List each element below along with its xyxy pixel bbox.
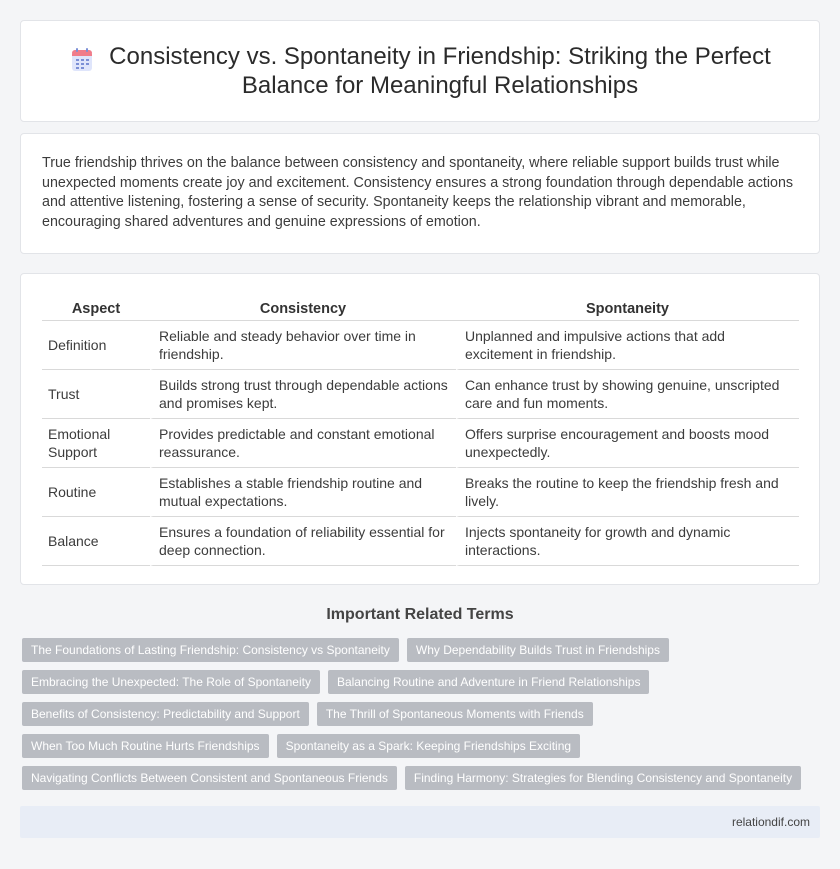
cell-aspect: Definition — [42, 321, 150, 370]
table-row — [42, 370, 799, 419]
table-row — [42, 517, 799, 566]
tag-row — [22, 670, 822, 694]
cell-spontaneity: Can enhance trust by showing genuine, unscripted care and fun moments. — [456, 370, 799, 419]
tag-row — [22, 702, 822, 726]
cell-consistency: Builds strong trust through dependable actions and promises kept. — [150, 370, 456, 419]
cell-consistency: Reliable and steady behavior over time in friendship. — [150, 321, 456, 370]
related-term-tag[interactable]: When Too Much Routine Hurts Friendships — [22, 734, 269, 758]
page-title: Consistency vs. Spontaneity in Friendship: Striking the Perfect Balance for Meaningful Relationships — [109, 43, 771, 99]
table-row — [42, 321, 799, 370]
related-term-tag[interactable]: Spontaneity as a Spark: Keeping Friendships Exciting — [277, 734, 581, 758]
cell-spontaneity: Breaks the routine to keep the friendship fresh and lively. — [456, 468, 799, 517]
cell-aspect: Balance — [42, 517, 150, 566]
related-terms-list — [22, 638, 822, 798]
comparison-table — [42, 294, 799, 566]
tag-row — [22, 638, 822, 662]
related-term-tag[interactable]: The Thrill of Spontaneous Moments with Friends — [317, 702, 593, 726]
related-term-tag[interactable]: Why Dependability Builds Trust in Friendships — [407, 638, 669, 662]
cell-aspect: Emotional Support — [42, 419, 150, 468]
header-spontaneity: Spontaneity — [456, 294, 799, 321]
related-term-tag[interactable]: Finding Harmony: Strategies for Blending Consistency and Spontaneity — [405, 766, 801, 790]
related-terms-title: Important Related Terms — [326, 606, 514, 623]
cell-spontaneity: Unplanned and impulsive actions that add excitement in friendship. — [456, 321, 799, 370]
cell-spontaneity: Offers surprise encouragement and boosts mood unexpectedly. — [456, 419, 799, 468]
header-card — [20, 20, 820, 122]
table-row — [42, 419, 799, 468]
header-consistency: Consistency — [150, 294, 456, 321]
intro-paragraph: True friendship thrives on the balance between consistency and spontaneity, where reliable support builds trust while unexpected moments create joy and excitement. Consistency ensures a strong foundation through dependable actions and attentive listening, fostering a sense of security. Spontaneity keeps the relationship vibrant and memorable, encouraging shared adventures and genuine expressions of emotion. — [42, 155, 794, 230]
intro-card — [20, 133, 820, 254]
related-term-tag[interactable]: Balancing Routine and Adventure in Friend Relationships — [328, 670, 650, 694]
cell-spontaneity: Injects spontaneity for growth and dynamic interactions. — [456, 517, 799, 566]
table-header-row — [42, 294, 799, 321]
cell-aspect: Trust — [42, 370, 150, 419]
related-term-tag[interactable]: Benefits of Consistency: Predictability and Support — [22, 702, 309, 726]
title-row — [21, 21, 819, 121]
footer-site-link[interactable]: relationdif.com — [731, 815, 810, 829]
comparison-table-card — [20, 273, 820, 585]
cell-consistency: Ensures a foundation of reliability essential for deep connection. — [150, 517, 456, 566]
cell-aspect: Routine — [42, 468, 150, 517]
related-term-tag[interactable]: Navigating Conflicts Between Consistent and Spontaneous Friends — [22, 766, 397, 790]
tag-row — [22, 734, 822, 758]
related-term-tag[interactable]: Embracing the Unexpected: The Role of Spontaneity — [22, 670, 320, 694]
header-aspect: Aspect — [42, 294, 150, 321]
cell-consistency: Establishes a stable friendship routine and mutual expectations. — [150, 468, 456, 517]
table-row — [42, 468, 799, 517]
footer — [20, 806, 820, 838]
tag-row — [22, 766, 822, 790]
cell-consistency: Provides predictable and constant emotional reassurance. — [150, 419, 456, 468]
related-term-tag[interactable]: The Foundations of Lasting Friendship: Consistency vs Spontaneity — [22, 638, 399, 662]
